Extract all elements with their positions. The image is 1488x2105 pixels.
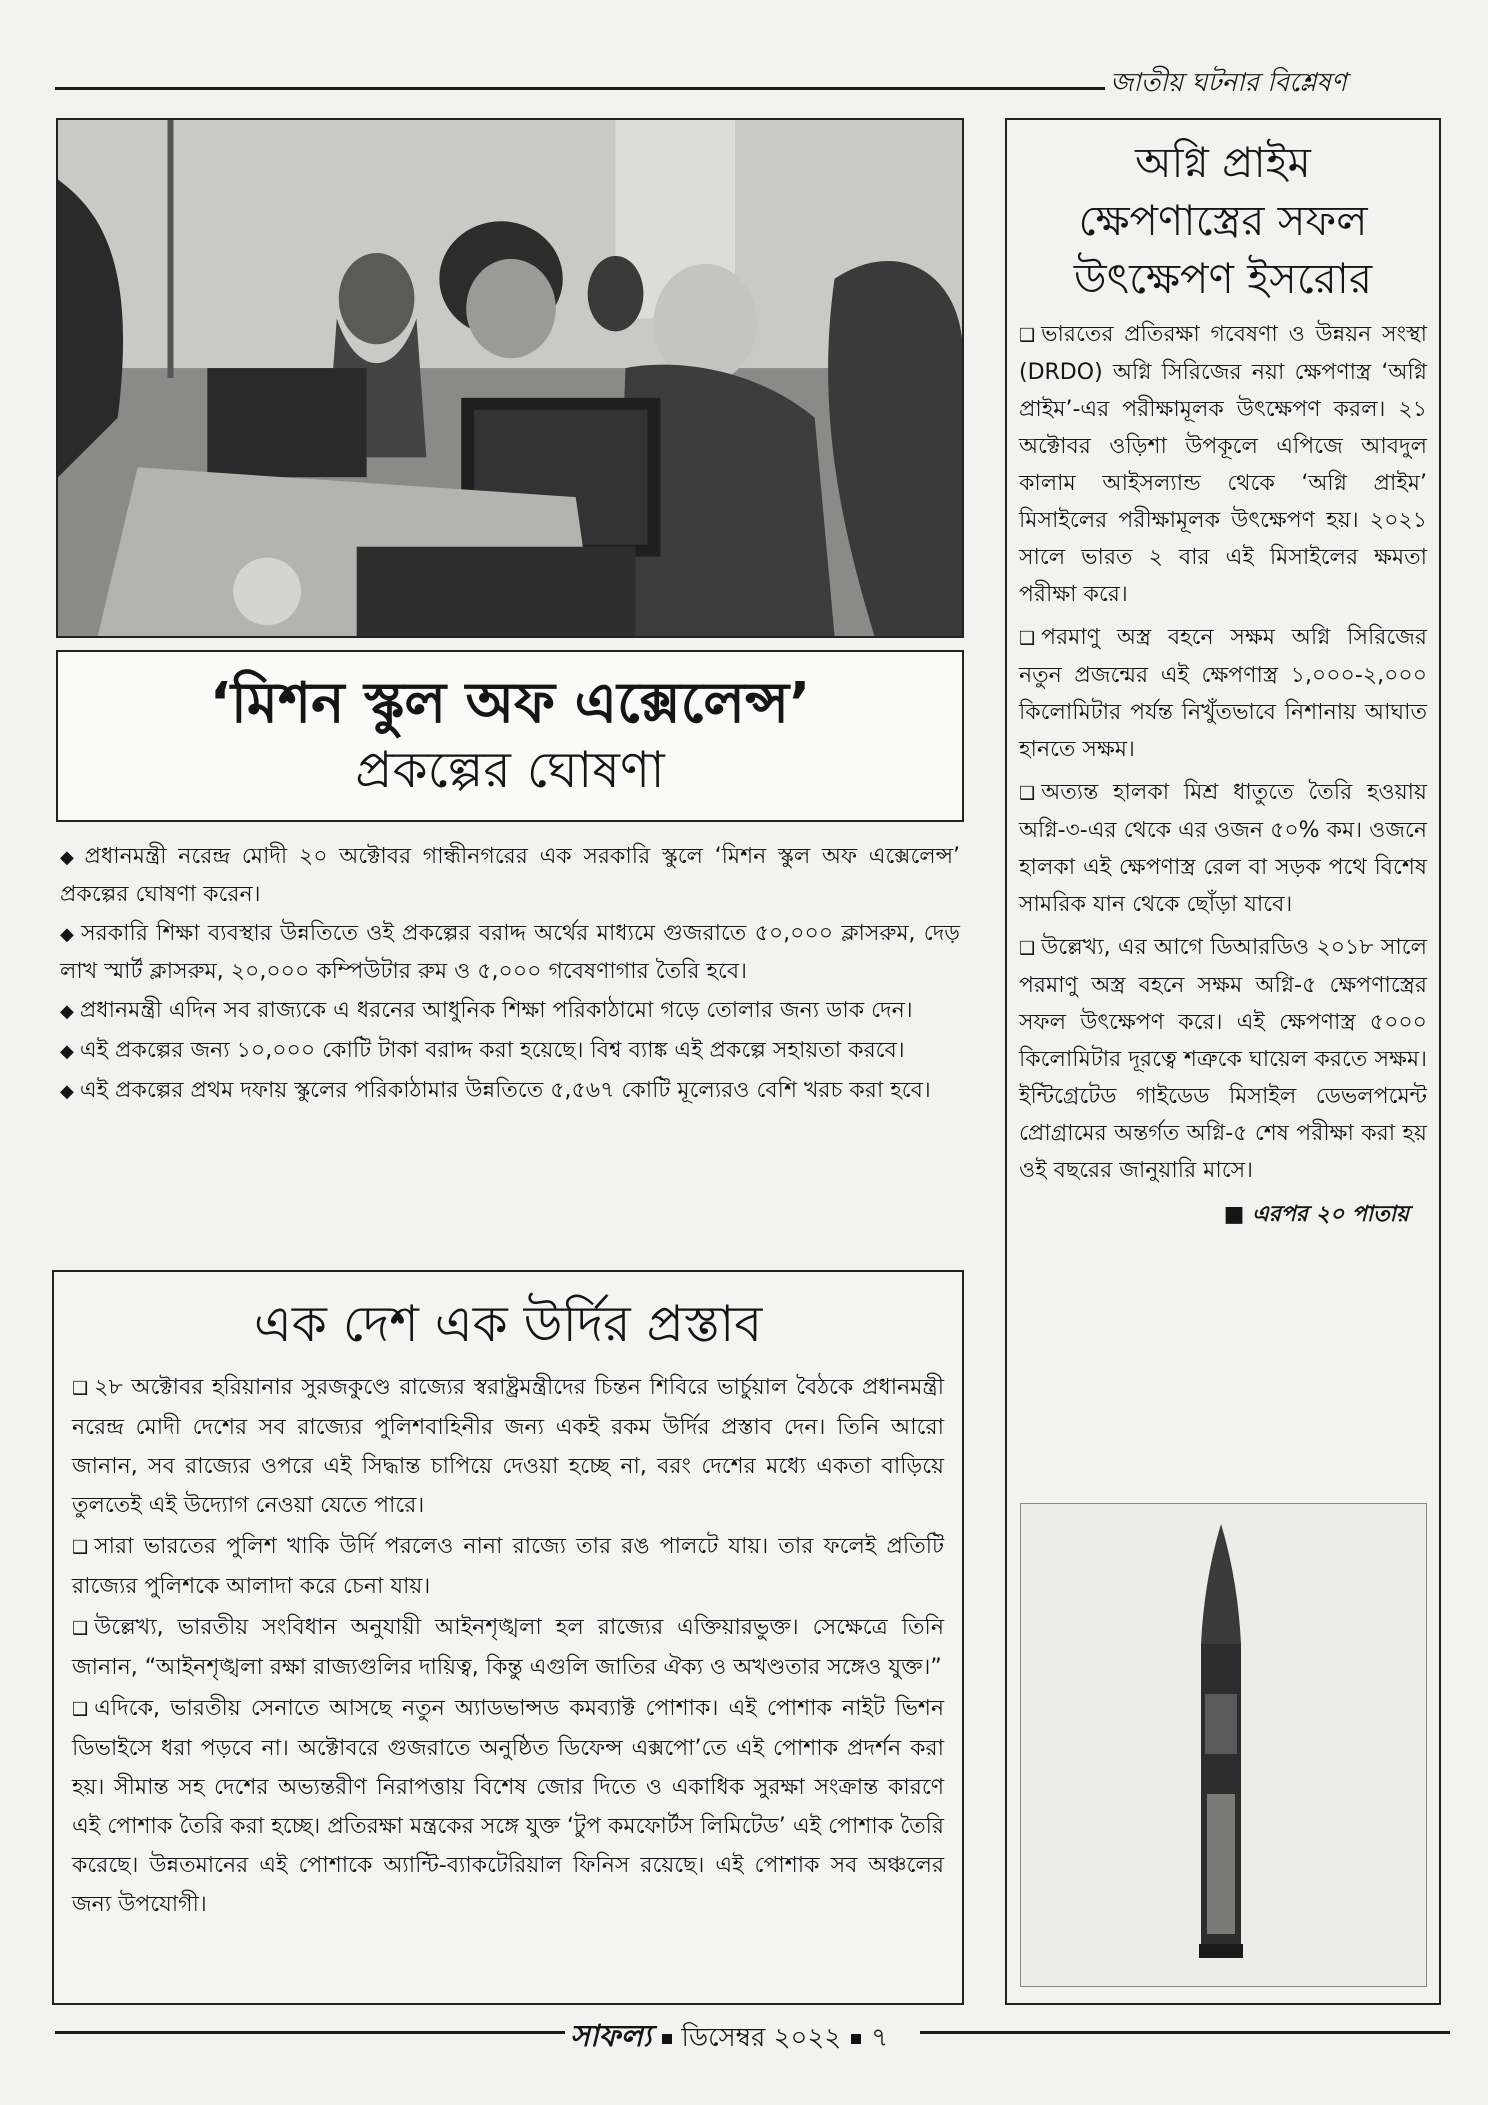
- agni-point: ❑ ভারতের প্রতিরক্ষা গবেষণা ও উন্নয়ন সংস্থা (DRDO) অগ্নি সিরিজের নয়া ক্ষেপণাস্ত্র ‘অগ্নি প্রাইম’-এর পরীক্ষামূলক উৎক্ষেপণ করল। ২১ অক্টোবর ওড়িশা উপকূলে এপিজে আবদুল কালাম আইসল্যান্ড থেকে ‘অগ্নি প্রাইম’ মিসাইলের পরীক্ষামূলক উৎক্ষেপণ হয়। ২০২১ সালে ভারত ২ বার এই মিসাইলের ক্ষমতা পরীক্ষা করে।: [1019, 322, 1427, 607]
- diamond-bullet-icon: ◆: [60, 1001, 74, 1022]
- footer-rule-left: [55, 2031, 565, 2034]
- diamond-bullet-icon: ◆: [60, 924, 76, 945]
- mission-headline-line1: ‘মিশন স্কুল অফ এক্সেলেন্স’: [209, 671, 811, 736]
- mission-point: ◆ এই প্রকল্পের প্রথম দফায় স্কুলের পরিকাঠামার উন্নতিতে ৫,৫৬৭ কোটি মূল্যেরও বেশি খরচ করা হবে।: [60, 1078, 931, 1103]
- continued-note: ■ এরপর ২০ পাতায়: [1223, 1202, 1409, 1227]
- issue-date: ডিসেম্বর ২০২২: [681, 2023, 842, 2053]
- diamond-bullet-icon: ◆: [60, 1081, 74, 1102]
- magazine-logo: সাফল্য: [570, 2019, 652, 2054]
- mission-headline-box: [56, 650, 964, 822]
- agni-headline-line1: অগ্নি প্রাইম: [1135, 138, 1311, 187]
- square-bullet-icon: ❑: [72, 1537, 89, 1558]
- uniform-point: ❑ সারা ভারতের পুলিশ খাকি উর্দি পরলেও নানা রাজ্যে তার রঙ পালটে যায়। তার ফলেই প্রতিটি রাজ্যের পুলিশকে আলাদা করে চেনা যায়।: [72, 1534, 944, 1599]
- square-bullet-icon: ❑: [72, 1378, 89, 1399]
- mission-point: ◆ প্রধানমন্ত্রী এদিন সব রাজ্যকে এ ধরনের আধুনিক শিক্ষা পরিকাঠামো গড়ে তোলার জন্য ডাক দেন।: [60, 998, 913, 1023]
- footer: [570, 2012, 888, 2063]
- uniform-article-box: [52, 1270, 964, 2005]
- classroom-photo-image: [58, 120, 962, 636]
- diamond-bullet-icon: ◆: [60, 847, 79, 868]
- agni-headline-line2: ক্ষেপণাস্ত্রের সফল: [1078, 196, 1368, 245]
- agni-headline-line3: উৎক্ষেপণ ইসরোর: [1073, 254, 1373, 303]
- square-bullet-icon: ❑: [1019, 938, 1036, 959]
- mission-point: ◆ সরকারি শিক্ষা ব্যবস্থার উন্নতিতে ওই প্রকল্পের বরাদ্দ অর্থের মাধ্যমে গুজরাতে ৫০,০০০ ক্লাসরুম, দেড় লাখ স্মার্ট ক্লাসরুম, ২০,০০০ কম্পিউটার রুম ও ৫,০০০ গবেষণাগার তৈরি হবে।: [60, 921, 960, 984]
- section-title: জাতীয় ঘটনার বিশ্লেষণ: [1110, 68, 1347, 98]
- square-bullet-icon: ❑: [72, 1699, 89, 1720]
- square-separator-icon: [662, 2034, 672, 2044]
- page-number: ৭: [871, 2023, 889, 2053]
- mission-headline-line2: প্রকল্পের ঘোষণা: [355, 741, 665, 799]
- square-separator-icon: [851, 2034, 861, 2044]
- diamond-bullet-icon: ◆: [60, 1041, 74, 1062]
- square-bullet-icon: ❑: [1019, 783, 1036, 804]
- agni-point: ❑ পরমাণু অস্ত্র বহনে সক্ষম অগ্নি সিরিজের নতুন প্রজন্মের এই ক্ষেপণাস্ত্র ১,০০০-২,০০০ কিলোমিটার পর্যন্ত নিখুঁতভাবে নিশানায় আঘাত হানতে সক্ষম।: [1019, 625, 1427, 762]
- missile-image: [1021, 1504, 1426, 1986]
- uniform-points: [54, 1368, 962, 1924]
- mission-point: ◆ এই প্রকল্পের জন্য ১০,০০০ কোটি টাকা বরাদ্দ করা হয়েছে। বিশ্ব ব্যাঙ্ক এই প্রকল্পে সহায়তা করবে।: [60, 1038, 905, 1063]
- square-bullet-icon: ❑: [72, 1618, 89, 1639]
- uniform-headline: এক দেশ এক উর্দির প্রস্তাব: [253, 1295, 763, 1353]
- missile-photo: [1020, 1503, 1427, 1987]
- agni-point: ❑ উল্লেখ্য, এর আগে ডিআরডিও ২০১৮ সালে পরমাণু অস্ত্র বহনে সক্ষম অগ্নি-৫ ক্ষেপণাস্ত্রের সফল উৎক্ষেপণ করে। এই ক্ষেপণাস্ত্র ৫০০০ কিলোমিটার দূরত্বে শত্রুকে ঘায়েল করতে সক্ষম। ইন্টিগ্রেটেড গাইডেড মিসাইল ডেভলপমেন্ট প্রোগ্রামের অন্তর্গত অগ্নি-৫ শেষ পরীক্ষা করা হয় ওই বছরের জানুয়ারি মাসে।: [1019, 935, 1427, 1183]
- uniform-point: ❑ এদিকে, ভারতীয় সেনাতে আসছে নতুন অ্যাডভান্সড কমব্যাক্ট পোশাক। এই পোশাক নাইট ভিশন ডিভাইসে ধরা পড়বে না। অক্টোবরে গুজরাতে অনুষ্ঠিত ডিফেন্স এক্সপো’তে এই পোশাক প্রদর্শন করা হয়। সীমান্ত সহ দেশের অভ্যন্তরীণ নিরাপত্তায় বিশেষ জোর দিতে ও একাধিক সুরক্ষা সংক্রান্ত কারণে এই পোশাক তৈরি করা হচ্ছে। প্রতিরক্ষা মন্ত্রকের সঙ্গে যুক্ত ‘টুপ কমফোর্টস লিমিটেড’ এই পোশাক তৈরি করেছে। উন্নতমানের এই পোশাকে অ্যান্টি-ব্যাকটেরিয়াল ফিনিস রয়েছে। এই পোশাক সব অঞ্চলের জন্য উপযোগী।: [72, 1696, 944, 1917]
- mission-points: [60, 838, 960, 1112]
- agni-point: ❑ অত্যন্ত হালকা মিশ্র ধাতুতে তৈরি হওয়ায় অগ্নি-৩-এর থেকে এর ওজন ৫০% কম। ওজনে হালকা এই ক্ষেপণাস্ত্র রেল বা সড়ক পথে বিশেষ সামরিক যান থেকে ছোঁড়া যাবে।: [1019, 780, 1427, 917]
- square-bullet-icon: ❑: [1019, 628, 1036, 649]
- footer-rule-right: [920, 2031, 1450, 2034]
- uniform-point: ❑ ২৮ অক্টোবর হরিয়ানার সুরজকুণ্ডে রাজ্যের স্বরাষ্ট্রমন্ত্রীদের চিন্তন শিবিরে ভার্চুয়াল বৈঠকে প্রধানমন্ত্রী নরেন্দ্র মোদী দেশের সব রাজ্যের পুলিশবাহিনীর জন্য একই রকম উর্দির প্রস্তাব দেন। তিনি আরো জানান, সব রাজ্যের ওপরে এই সিদ্ধান্ত চাপিয়ে দেওয়া হচ্ছে না, বরং দেশের মধ্যে একতা বাড়িয়ে তুলতেই এই উদ্যোগ নেওয়া যেতে পারে।: [72, 1375, 944, 1518]
- mission-school-photo: [56, 118, 964, 638]
- header-rule: [55, 87, 1105, 90]
- mission-point: ◆ প্রধানমন্ত্রী নরেন্দ্র মোদী ২০ অক্টোবর গান্ধীনগরের এক সরকারি স্কুলে ‘মিশন স্কুল অফ এক্সেলেন্স’ প্রকল্পের ঘোষণা করেন।: [60, 844, 960, 907]
- agni-points: [1007, 316, 1439, 1189]
- square-bullet-icon: ❑: [1019, 325, 1036, 346]
- uniform-point: ❑ উল্লেখ্য, ভারতীয় সংবিধান অনুযায়ী আইনশৃঙ্খলা হল রাজ্যের এক্তিয়ারভুক্ত। সেক্ষেত্রে তিনি জানান, “আইনশৃঙ্খলা রক্ষা রাজ্যগুলির দায়িত্ব, কিন্তু এগুলি জাতির ঐক্য ও অখণ্ডতার সঙ্গেও যুক্ত।”: [72, 1615, 944, 1680]
- agni-headline: [1007, 134, 1439, 308]
